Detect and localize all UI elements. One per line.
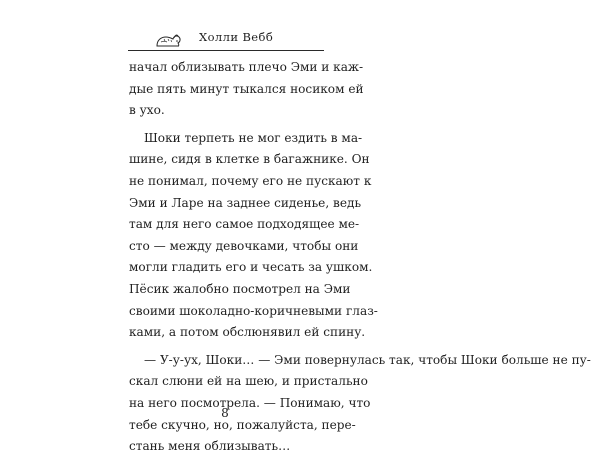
text-line: там для него самое подходящее ме-: [129, 217, 360, 232]
text-line: в ухо.: [129, 103, 165, 118]
text-line: дые пять минут тыкался носиком ей: [129, 81, 364, 96]
text-line: Шоки терпеть не мог ездить в ма-: [144, 130, 363, 145]
sleeping-dog-icon: [154, 32, 182, 48]
running-head-title: Холли Вебб: [199, 30, 274, 44]
text-line: не понимал, почему его не пускают к: [129, 173, 372, 188]
body-text: [129, 57, 591, 458]
text-line: ками, а потом обслюнявил ей спину.: [129, 325, 366, 340]
text-line: на него посмотрела. — Понимаю, что: [129, 395, 371, 410]
text-line: Пёсик жалобно посмотрел на Эми: [129, 281, 351, 296]
text-line: могли гладить его и чесать за ушком.: [129, 260, 373, 275]
text-line: начал облизывать плечо Эми и каж-: [129, 60, 364, 74]
running-head: [128, 28, 324, 51]
text-line: своими шоколадно-коричневыми глаз-: [129, 303, 378, 318]
text-line: — У-у-ух, Шоки… — Эми повернулась так, чтобы Шоки больше не пу-: [144, 352, 591, 367]
text-line: тебе скучно, но, пожалуйста, пере-: [129, 417, 356, 432]
text-line: Эми и Ларе на заднее сиденье, ведь: [129, 195, 362, 210]
text-line: стань меня облизывать…: [129, 439, 291, 454]
text-line: сто — между девочками, чтобы они: [129, 238, 359, 253]
page-number: 8: [221, 406, 229, 420]
text-line: шине, сидя в клетке в багажнике. Он: [129, 152, 370, 167]
text-line: скал слюни ей на шею, и пристально: [129, 374, 368, 389]
